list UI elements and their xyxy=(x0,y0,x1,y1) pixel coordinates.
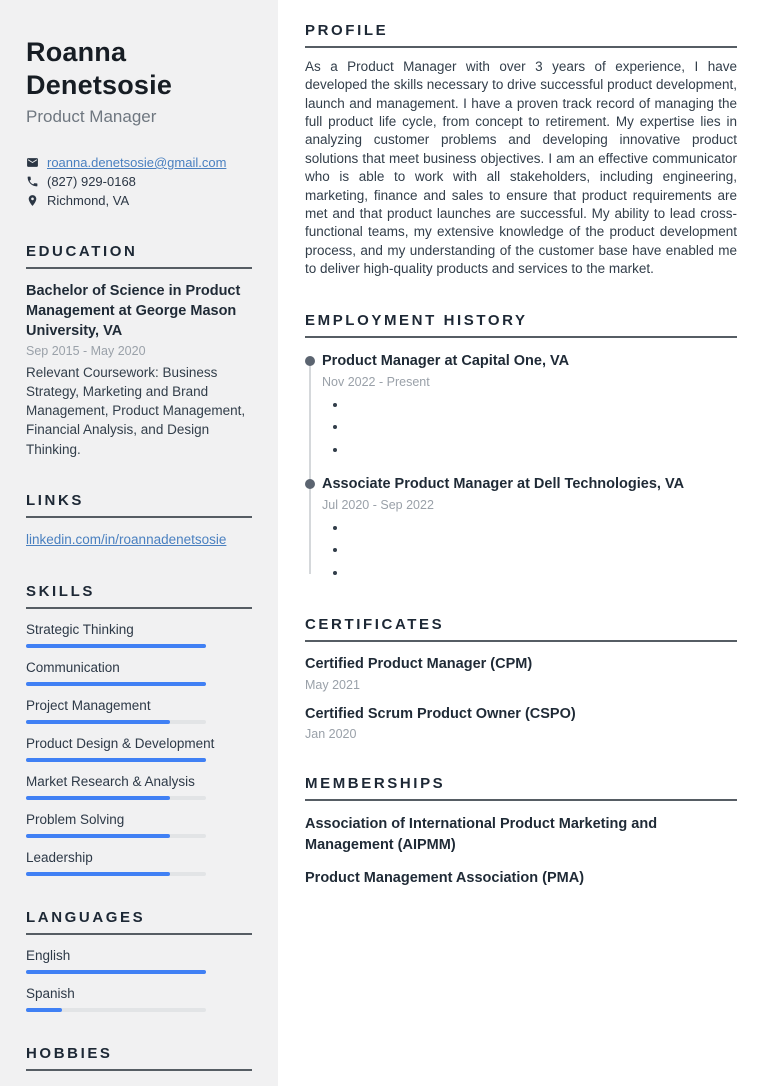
job-bullet xyxy=(348,541,737,559)
contact-location-row xyxy=(26,191,252,210)
certificate-title: Certified Product Manager (CPM) xyxy=(305,656,533,673)
language-bar-track xyxy=(26,970,206,974)
skill-label: Market Research & Analysis xyxy=(26,773,195,789)
job-entry xyxy=(305,475,737,582)
email-link[interactable]: roanna.denetsosie@gmail.com xyxy=(47,154,227,170)
employment-timeline xyxy=(305,352,737,582)
language-label: Spanish xyxy=(26,985,75,1001)
contact-block xyxy=(26,153,252,210)
membership-item xyxy=(305,868,737,888)
language-label: English xyxy=(26,947,71,963)
skill-item xyxy=(26,774,252,800)
profile-section xyxy=(305,22,737,278)
skill-label: Product Design & Development xyxy=(26,735,215,751)
job-bullet-list xyxy=(322,396,737,459)
sidebar xyxy=(0,0,278,1086)
links-list xyxy=(26,531,252,550)
languages-heading: LANGUAGES xyxy=(26,909,252,935)
job-entry xyxy=(305,352,737,459)
membership-title: Association of International Product Marketing and Management (AIPMM) xyxy=(305,816,658,853)
certificates-list xyxy=(305,655,737,741)
language-bar-fill xyxy=(26,1008,62,1012)
languages-list xyxy=(26,948,252,1012)
links-heading: LINKS xyxy=(26,492,252,518)
certificate-item xyxy=(305,705,737,742)
skill-item xyxy=(26,698,252,724)
contact-email-row xyxy=(26,153,252,172)
language-item xyxy=(26,986,252,1012)
contact-phone-row xyxy=(26,172,252,191)
hobbies-section xyxy=(26,1045,252,1071)
skill-item xyxy=(26,736,252,762)
languages-section xyxy=(26,909,252,1012)
skill-bar-track xyxy=(26,834,206,838)
skill-item xyxy=(26,812,252,838)
skills-section xyxy=(26,583,252,876)
skill-bar-fill xyxy=(26,644,206,648)
location-pin-icon xyxy=(26,194,39,207)
skill-item xyxy=(26,622,252,648)
education-section xyxy=(26,243,252,459)
certificates-heading: CERTIFICATES xyxy=(305,616,737,642)
language-bar-fill xyxy=(26,970,206,974)
education-heading: EDUCATION xyxy=(26,243,252,269)
job-title: Product Manager at Capital One, VA xyxy=(322,353,570,370)
skill-bar-track xyxy=(26,644,206,648)
education-description: Relevant Coursework: Business Strategy, Marketing and Brand Management, Product Management, Financial Analysis, and Design Thinking. xyxy=(26,364,246,457)
certificate-date: Jan 2020 xyxy=(305,727,357,742)
skill-item xyxy=(26,850,252,876)
skills-list xyxy=(26,622,252,876)
skill-bar-track xyxy=(26,872,206,876)
skill-bar-fill xyxy=(26,682,206,686)
employment-heading: EMPLOYMENT HISTORY xyxy=(305,312,737,338)
memberships-list xyxy=(305,814,737,888)
skill-bar-track xyxy=(26,758,206,762)
skill-label: Project Management xyxy=(26,697,151,713)
employment-section xyxy=(305,312,737,582)
skill-bar-fill xyxy=(26,834,170,838)
candidate-job-title: Product Manager xyxy=(26,106,157,126)
certificate-item xyxy=(305,655,737,692)
skill-bar-fill xyxy=(26,796,170,800)
job-bullet xyxy=(348,418,737,436)
linkedin-link[interactable]: linkedin.com/in/roannadenetsosie xyxy=(26,531,227,547)
links-section xyxy=(26,492,252,550)
skill-label: Problem Solving xyxy=(26,811,125,827)
hobbies-heading: HOBBIES xyxy=(26,1045,252,1071)
skill-bar-fill xyxy=(26,872,170,876)
certificate-title: Certified Scrum Product Owner (CSPO) xyxy=(305,705,576,722)
skill-label: Communication xyxy=(26,659,120,675)
memberships-section xyxy=(305,775,737,888)
skill-bar-fill xyxy=(26,720,170,724)
location-text: Richmond, VA xyxy=(47,192,130,208)
job-bullet xyxy=(348,564,737,582)
membership-item xyxy=(305,814,737,855)
education-dates: Sep 2015 - May 2020 xyxy=(26,343,146,358)
phone-number: (827) 929-0168 xyxy=(47,173,136,189)
job-bullet xyxy=(348,396,737,414)
candidate-name: Roanna Denetsosie xyxy=(26,37,173,100)
phone-icon xyxy=(26,175,39,188)
skill-bar-track xyxy=(26,682,206,686)
skill-label: Leadership xyxy=(26,849,93,865)
timeline-dot xyxy=(305,356,315,366)
skill-label: Strategic Thinking xyxy=(26,621,134,637)
memberships-heading: MEMBERSHIPS xyxy=(305,775,737,801)
skill-item xyxy=(26,660,252,686)
profile-heading: PROFILE xyxy=(305,22,737,48)
skill-bar-track xyxy=(26,720,206,724)
profile-text: As a Product Manager with over 3 years of experience, I have developed the skills necessary to drive successful product development, launch and management. I have a proven track record of managing the full product life cycle, from concept to retirement. My expertise lies in analyzing customer problems and developing innovative product solutions that meet business objectives. I am an effective communicator who is able to work with all stakeholders, including engineering, marketing, finance and sales to ensure that product requirements are met and that product launches are successful. My ability to lead cross-functional teams, my extensive knowledge of the product development process, and my understanding of the customer base have enabled me to deliver high-quality products and services to the market. xyxy=(305,59,737,276)
main-column xyxy=(278,0,768,1086)
job-title: Associate Product Manager at Dell Technologies, VA xyxy=(322,476,685,493)
job-bullet xyxy=(348,441,737,459)
language-item xyxy=(26,948,252,974)
skill-bar-fill xyxy=(26,758,206,762)
skills-heading: SKILLS xyxy=(26,583,252,609)
job-bullet xyxy=(348,519,737,537)
skill-bar-track xyxy=(26,796,206,800)
education-degree: Bachelor of Science in Product Management at George Mason University, VA xyxy=(26,282,241,339)
certificate-date: May 2021 xyxy=(305,677,360,692)
timeline-dot xyxy=(305,479,315,489)
job-dates: Nov 2022 - Present xyxy=(322,374,430,389)
link-item xyxy=(26,531,252,550)
membership-title: Product Management Association (PMA) xyxy=(305,870,585,887)
language-bar-track xyxy=(26,1008,206,1012)
job-bullet-list xyxy=(322,519,737,582)
email-icon xyxy=(26,156,39,169)
certificates-section xyxy=(305,616,737,741)
job-dates: Jul 2020 - Sep 2022 xyxy=(322,497,434,512)
